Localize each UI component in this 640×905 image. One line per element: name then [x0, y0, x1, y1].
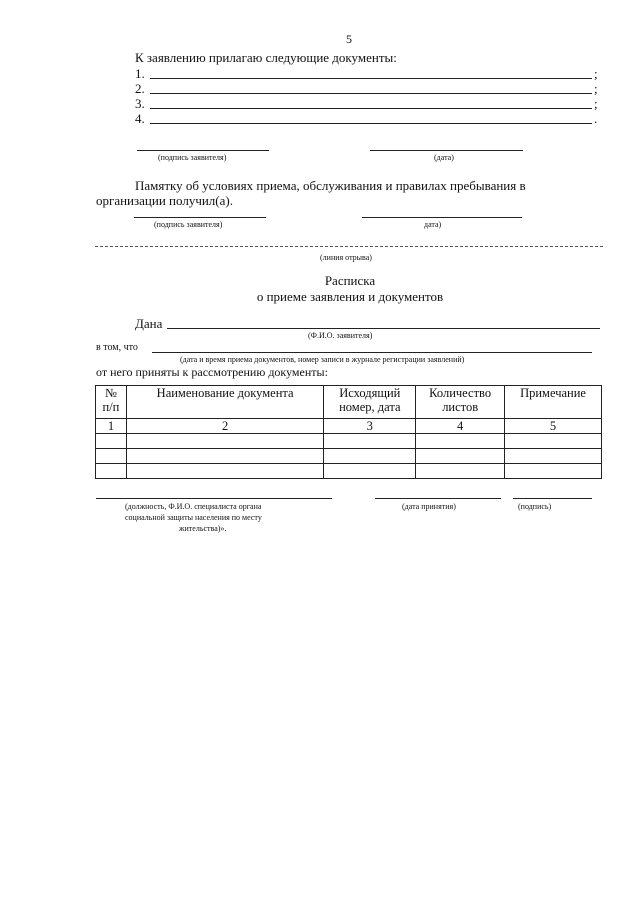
- table-cell[interactable]: [505, 464, 602, 479]
- table-cell[interactable]: [126, 449, 323, 464]
- reception-details-line[interactable]: [152, 352, 592, 353]
- table-cell[interactable]: [96, 434, 127, 449]
- attachment-end-3: ;: [594, 96, 598, 111]
- table-cell[interactable]: [96, 464, 127, 479]
- table-cell[interactable]: [96, 449, 127, 464]
- applicant-name-caption: (Ф.И.О. заявителя): [308, 331, 373, 340]
- header-outgoing-number: Исходящий номер, дата: [324, 386, 416, 419]
- memo-signature-line[interactable]: [134, 217, 266, 218]
- date-line[interactable]: [370, 150, 523, 151]
- receipt-subtitle: о приеме заявления и документов: [256, 289, 444, 304]
- attachment-line-3[interactable]: [150, 108, 592, 109]
- attachment-line-4[interactable]: [150, 123, 592, 124]
- attachment-line-1[interactable]: [150, 78, 592, 79]
- table-cell[interactable]: [324, 464, 416, 479]
- header-sheet-count: Количество листов: [416, 386, 505, 419]
- table-cell[interactable]: [126, 464, 323, 479]
- attachment-end-2: ;: [594, 81, 598, 96]
- header-number: № п/п: [96, 386, 127, 419]
- memo-line-1: Памятку об условиях приема, обслуживания и правилах пребывания в: [135, 178, 526, 193]
- given-label: Дана: [135, 316, 163, 331]
- table-cell[interactable]: [416, 464, 505, 479]
- table-number-cell: 1: [96, 419, 127, 434]
- header-note: Примечание: [505, 386, 602, 419]
- attachment-line-2[interactable]: [150, 93, 592, 94]
- page-number: 5: [346, 32, 352, 46]
- applicant-signature-caption: (подпись заявителя): [158, 153, 227, 162]
- table-cell[interactable]: [505, 449, 602, 464]
- table-number-cell: 2: [126, 419, 323, 434]
- date-caption: (дата): [434, 153, 454, 162]
- attachment-num-1: 1.: [135, 66, 145, 81]
- documents-table: [95, 385, 602, 479]
- applicant-signature-line[interactable]: [137, 150, 269, 151]
- attachment-num-2: 2.: [135, 81, 145, 96]
- reception-details-caption: (дата и время приема документов, номер записи в журнале регистрации заявлений): [180, 355, 465, 364]
- table-number-row: [96, 419, 602, 434]
- specialist-line[interactable]: [96, 498, 332, 499]
- table-cell[interactable]: [126, 434, 323, 449]
- specialist-caption-2: социальной защиты населения по месту: [125, 513, 262, 522]
- table-row: [96, 464, 602, 479]
- table-header-row: [96, 386, 602, 419]
- memo-signature-caption: (подпись заявителя): [154, 220, 223, 229]
- table-cell[interactable]: [324, 449, 416, 464]
- tear-line: [95, 246, 603, 247]
- acceptance-date-caption: (дата принятия): [402, 502, 456, 511]
- specialist-caption-1: (должность, Ф.И.О. специалиста органа: [125, 502, 262, 511]
- memo-date-caption: дата): [424, 220, 442, 229]
- table-number-cell: 5: [505, 419, 602, 434]
- tear-caption: (линия отрыва): [320, 253, 372, 262]
- table-cell[interactable]: [324, 434, 416, 449]
- memo-line-2: организации получил(а).: [96, 193, 233, 208]
- table-row: [96, 434, 602, 449]
- table-cell[interactable]: [416, 449, 505, 464]
- memo-date-line[interactable]: [362, 217, 522, 218]
- attachment-end-1: ;: [594, 66, 598, 81]
- attachment-end-4: .: [594, 111, 598, 126]
- specialist-signature-caption: (подпись): [518, 502, 552, 511]
- that-label: в том, что: [96, 342, 138, 353]
- specialist-signature-line[interactable]: [513, 498, 592, 499]
- specialist-caption-3: жительства)».: [179, 524, 227, 533]
- table-row: [96, 449, 602, 464]
- table-cell[interactable]: [416, 434, 505, 449]
- attachments-intro: К заявлению прилагаю следующие документы:: [135, 50, 397, 65]
- accepted-text: от него приняты к рассмотрению документы:: [96, 365, 328, 379]
- table-cell[interactable]: [505, 434, 602, 449]
- table-number-cell: 3: [324, 419, 416, 434]
- applicant-name-line[interactable]: [167, 328, 600, 329]
- table-number-cell: 4: [416, 419, 505, 434]
- attachment-num-3: 3.: [135, 96, 145, 111]
- acceptance-date-line[interactable]: [375, 498, 501, 499]
- receipt-title: Расписка: [324, 273, 376, 288]
- header-document-name: Наименование документа: [126, 386, 323, 419]
- attachment-num-4: 4.: [135, 111, 145, 126]
